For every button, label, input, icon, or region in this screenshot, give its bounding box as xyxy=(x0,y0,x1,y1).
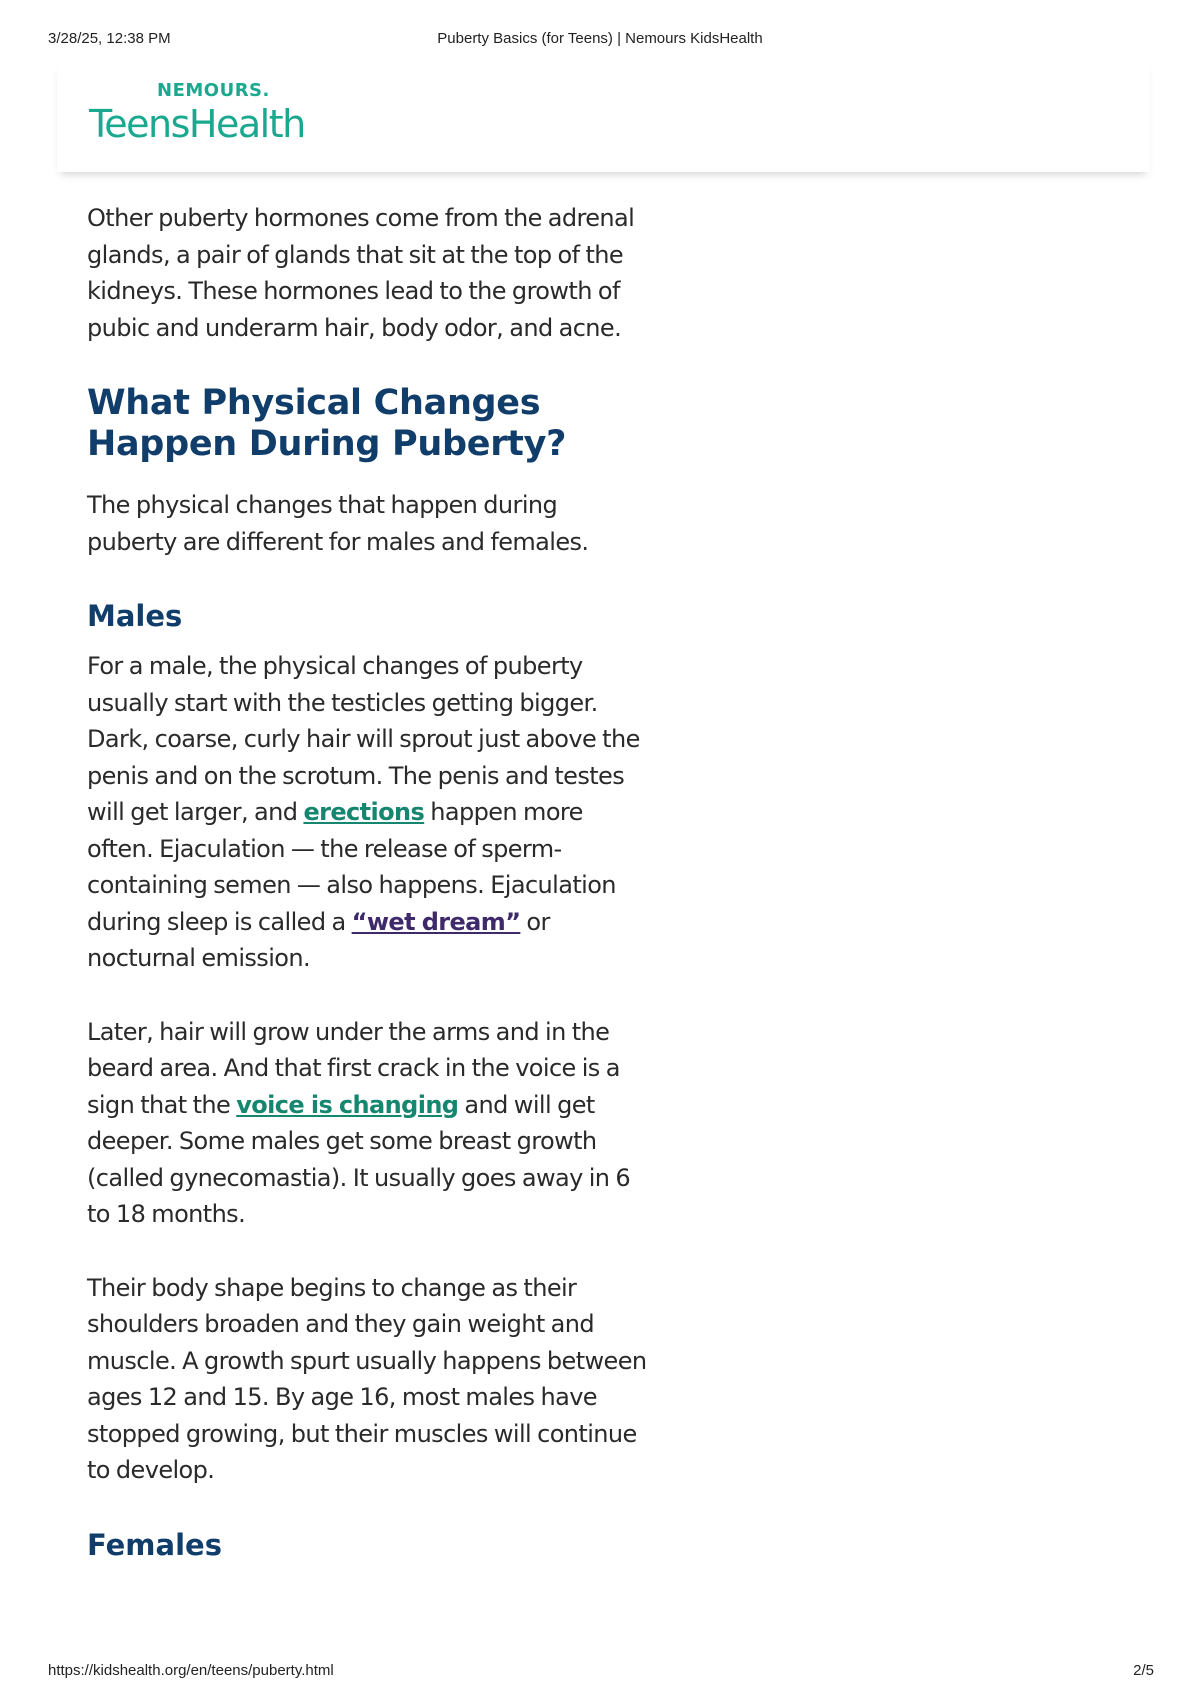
site-header xyxy=(57,60,1150,172)
print-footer xyxy=(0,1662,1200,1682)
print-url: https://kidshealth.org/en/teens/puberty.html xyxy=(48,1662,334,1679)
teenshealth-wordmark: TeensHealth xyxy=(89,102,305,146)
males-p1-text-a: For a male, the physical changes of puberty usually start with the testicles getting bigger. Dark, coarse, curly hair will sprout just above the penis and on the scrotum. The penis and testes will get larger, and xyxy=(87,652,640,826)
males-paragraph-2 xyxy=(87,1014,647,1233)
article-body xyxy=(87,200,647,1577)
males-p2-text-a: Later, hair will grow under the arms and in the beard area. And that first crack in the voice is a sign that the xyxy=(87,1017,620,1119)
males-p1-text-c: or nocturnal emission. xyxy=(87,907,550,972)
males-paragraph-3: Their body shape begins to change as their shoulders broaden and they gain weight and muscle. A growth spurt usually happens between ages 12 and 15. By age 16, most males have stopped growing, but their muscles will continue to develop. xyxy=(87,1273,647,1484)
physical-changes-heading: What Physical Changes Happen During Puberty? xyxy=(87,383,567,464)
print-doc-title: Puberty Basics (for Teens) | Nemours KidsHealth xyxy=(437,30,763,47)
males-heading: Males xyxy=(87,599,183,633)
print-header xyxy=(0,30,1200,50)
adrenal-paragraph: Other puberty hormones come from the adrenal glands, a pair of glands that sit at the top of the kidneys. These hormones lead to the growth of pubic and underarm hair, body odor, and acne. xyxy=(87,204,635,342)
erections-link[interactable]: erections xyxy=(303,798,425,826)
males-p2-text-b: and will get deeper. Some males get some breast growth (called gynecomastia). It usually goes away in 6 to 18 months. xyxy=(87,1090,631,1228)
males-p1-text-b: happen more often. Ejaculation — the release of sperm-containing semen — also happens. Ejaculation during sleep is called a xyxy=(87,798,616,936)
voice-changing-link[interactable]: voice is changing xyxy=(236,1090,459,1119)
males-paragraph-1 xyxy=(87,648,647,977)
print-page-number: 2/5 xyxy=(1133,1662,1154,1679)
physical-changes-intro: The physical changes that happen during puberty are different for males and females. xyxy=(87,491,589,556)
wet-dream-link[interactable]: “wet dream” xyxy=(351,907,521,936)
females-heading: Females xyxy=(87,1527,222,1562)
nemours-wordmark: NEMOURS. xyxy=(157,80,270,101)
print-datetime: 3/28/25, 12:38 PM xyxy=(48,30,171,47)
